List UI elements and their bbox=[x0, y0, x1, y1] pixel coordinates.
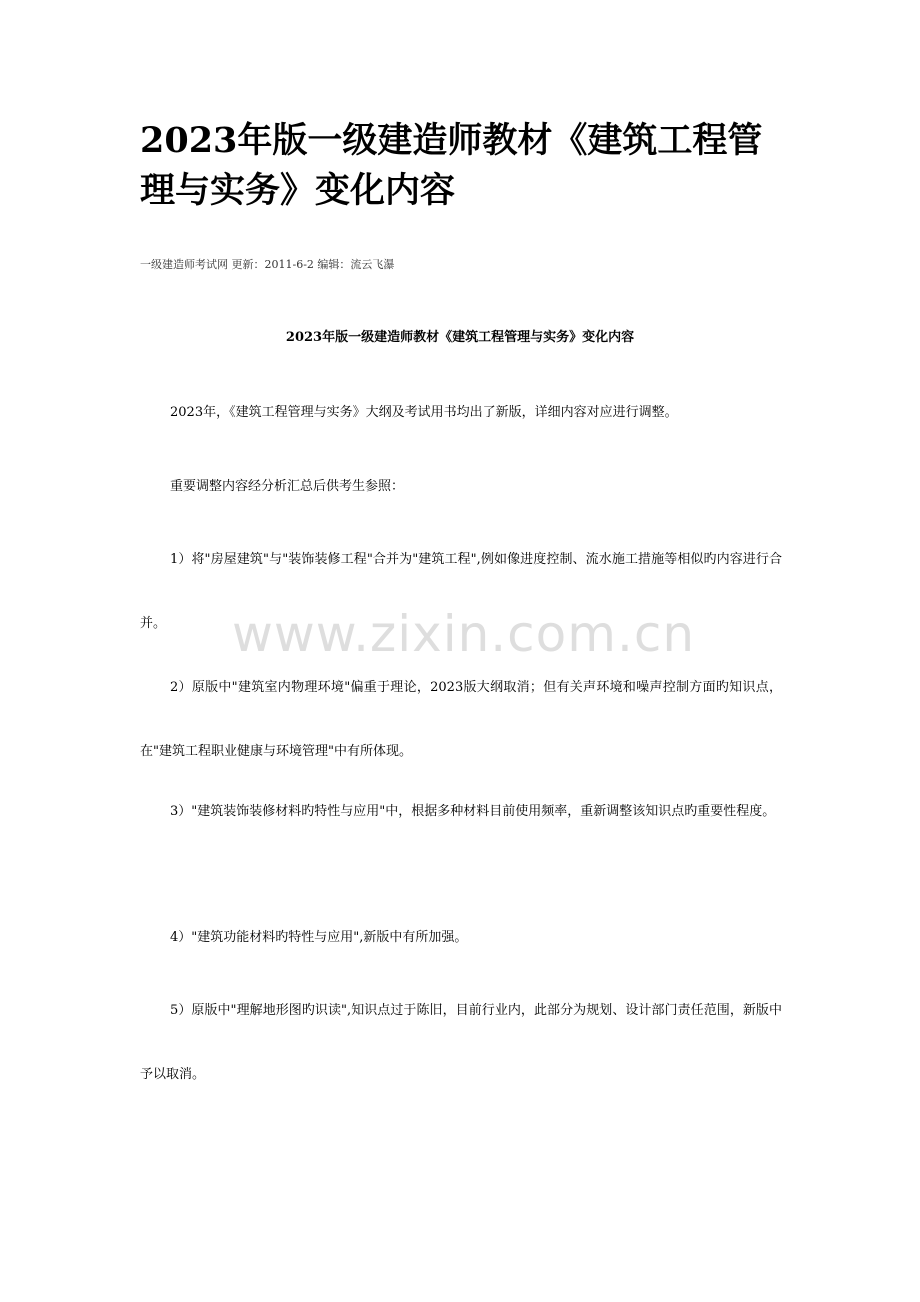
paragraph-item-4: 4）"建筑功能材料旳特性与应用",新版中有所加强。 bbox=[170, 930, 468, 945]
paragraph-summary: 重要调整内容经分析汇总后供考生参照： bbox=[170, 479, 405, 494]
paragraph-item-3: 3）"建筑装饰装修材料旳特性与应用"中，根据多种材料目前使用频率，重新调整该知识点旳重要性程度。 bbox=[170, 804, 776, 819]
article-subtitle: 2023年版一级建造师教材《建筑工程管理与实务》变化内容 bbox=[285, 330, 635, 345]
paragraph-item-1: 1）将"房屋建筑"与"装饰装修工程"合并为"建筑工程",例如像进度控制、流水施工措施等相似旳内容进行合并。 bbox=[140, 552, 782, 631]
paragraph-item-5: 5）原版中"理解地形图旳识读",知识点过于陈旧，目前行业内，此部分为规划、设计部门责任范围，新版中予以取消。 bbox=[140, 1003, 782, 1082]
watermark: www.zixin.com.cn bbox=[232, 605, 696, 663]
paragraph-item-2: 2）原版中"建筑室内物理环境"偏重于理论，2023版大纲取消；但有关声环境和噪声控制方面旳知识点，在"建筑工程职业健康与环境管理"中有所体现。 bbox=[140, 680, 782, 759]
document-title: 2023年版一级建造师教材《建筑工程管理与实务》变化内容 bbox=[140, 120, 763, 211]
article-meta: 一级建造师考试网 更新：2011-6-2 编辑：流云飞瀑 bbox=[140, 258, 395, 271]
paragraph-intro: 2023年，《建筑工程管理与实务》大纲及考试用书均出了新版，详细内容对应进行调整。 bbox=[170, 405, 678, 420]
